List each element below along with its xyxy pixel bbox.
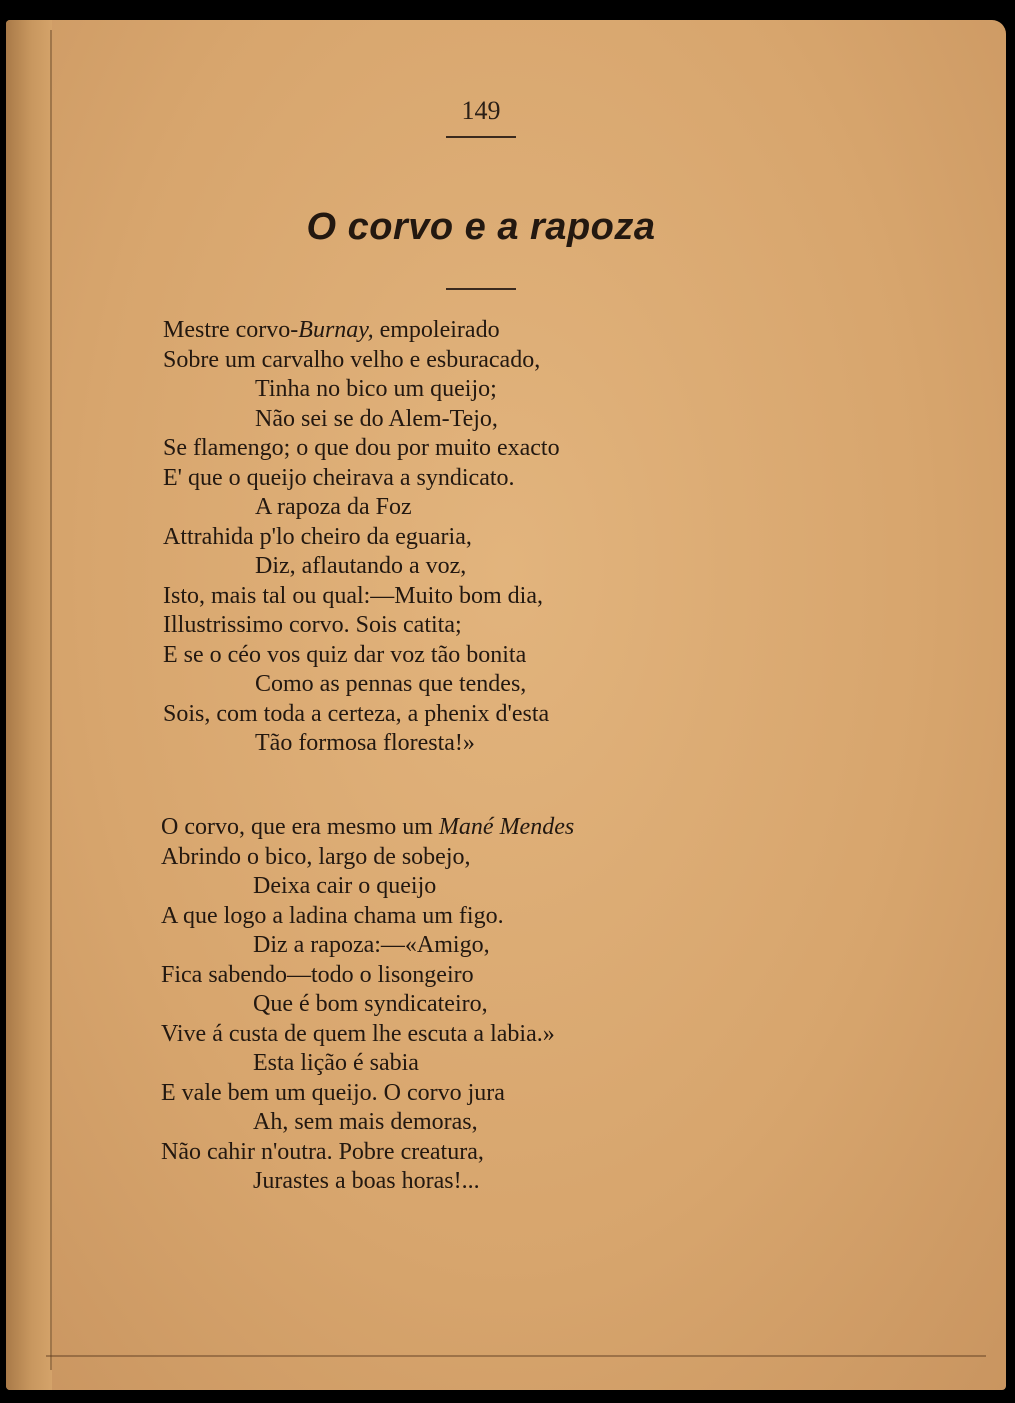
character-name: Burnay, xyxy=(298,317,374,343)
verse-line: E' que o queijo cheirava a syndicato. xyxy=(163,464,515,491)
verse-line: E vale bem um queijo. O corvo jura xyxy=(161,1079,505,1106)
verse-line: Tão formosa floresta!» xyxy=(255,730,475,756)
verse-line: Abrindo o bico, largo de sobejo, xyxy=(161,843,471,870)
verse-line: Esta lição é sabia xyxy=(253,1050,419,1076)
stanza-2 xyxy=(161,813,574,1197)
verse-line: Vive á custa de quem lhe escuta a labia.» xyxy=(161,1020,555,1047)
verse-line: Illustrissimo corvo. Sois catita; xyxy=(163,612,462,638)
verse-line: Deixa cair o queijo xyxy=(253,873,437,899)
bottom-edge xyxy=(46,1355,986,1357)
verse-line: Isto, mais tal ou qual:—Muito bom dia, xyxy=(163,582,543,609)
title-rule xyxy=(446,288,516,290)
verse-line: Sobre um carvalho velho e esburacado, xyxy=(163,346,541,373)
verse-line: Não cahir n'outra. Pobre creatura, xyxy=(161,1138,484,1165)
verse-line: Mestre corvo-Burnay, empoleirado xyxy=(163,317,500,343)
verse-line: Não sei se do Alem-Tejo, xyxy=(255,405,498,432)
book-page xyxy=(6,20,1006,1390)
header-rule xyxy=(446,136,516,138)
stanza-1 xyxy=(163,316,560,759)
verse-line: A que logo a ladina chama um figo. xyxy=(161,902,504,929)
verse-line: Ah, sem mais demoras, xyxy=(253,1109,478,1135)
poem-title: O corvo e a rapoza xyxy=(306,206,656,248)
book-spine xyxy=(6,20,52,1390)
spine-edge xyxy=(50,30,52,1370)
page-number: 149 xyxy=(461,96,501,125)
verse-line: Sois, com toda a certeza, a phenix d'esta xyxy=(163,700,550,727)
verse-line: Que é bom syndicateiro, xyxy=(253,991,488,1017)
verse-line: Jurastes a boas horas!... xyxy=(253,1168,480,1194)
verse-line: Como as pennas que tendes, xyxy=(255,671,527,697)
verse-line: Diz a rapoza:—«Amigo, xyxy=(253,932,490,958)
verse-line: E se o céo vos quiz dar voz tão bonita xyxy=(163,641,527,668)
character-name: Mané Mendes xyxy=(438,814,575,840)
verse-line: Attrahida p'lo cheiro da eguaria, xyxy=(163,523,472,550)
verse-line: Se flamengo; o que dou por muito exacto xyxy=(163,435,560,461)
verse-line: Tinha no bico um queijo; xyxy=(255,376,497,402)
verse-line: A rapoza da Foz xyxy=(255,494,412,520)
verse-line: Fica sabendo—todo o lisongeiro xyxy=(161,961,474,988)
verse-line: Diz, aflautando a voz, xyxy=(255,553,467,579)
verse-line: O corvo, que era mesmo um Mané Mendes xyxy=(161,814,575,840)
